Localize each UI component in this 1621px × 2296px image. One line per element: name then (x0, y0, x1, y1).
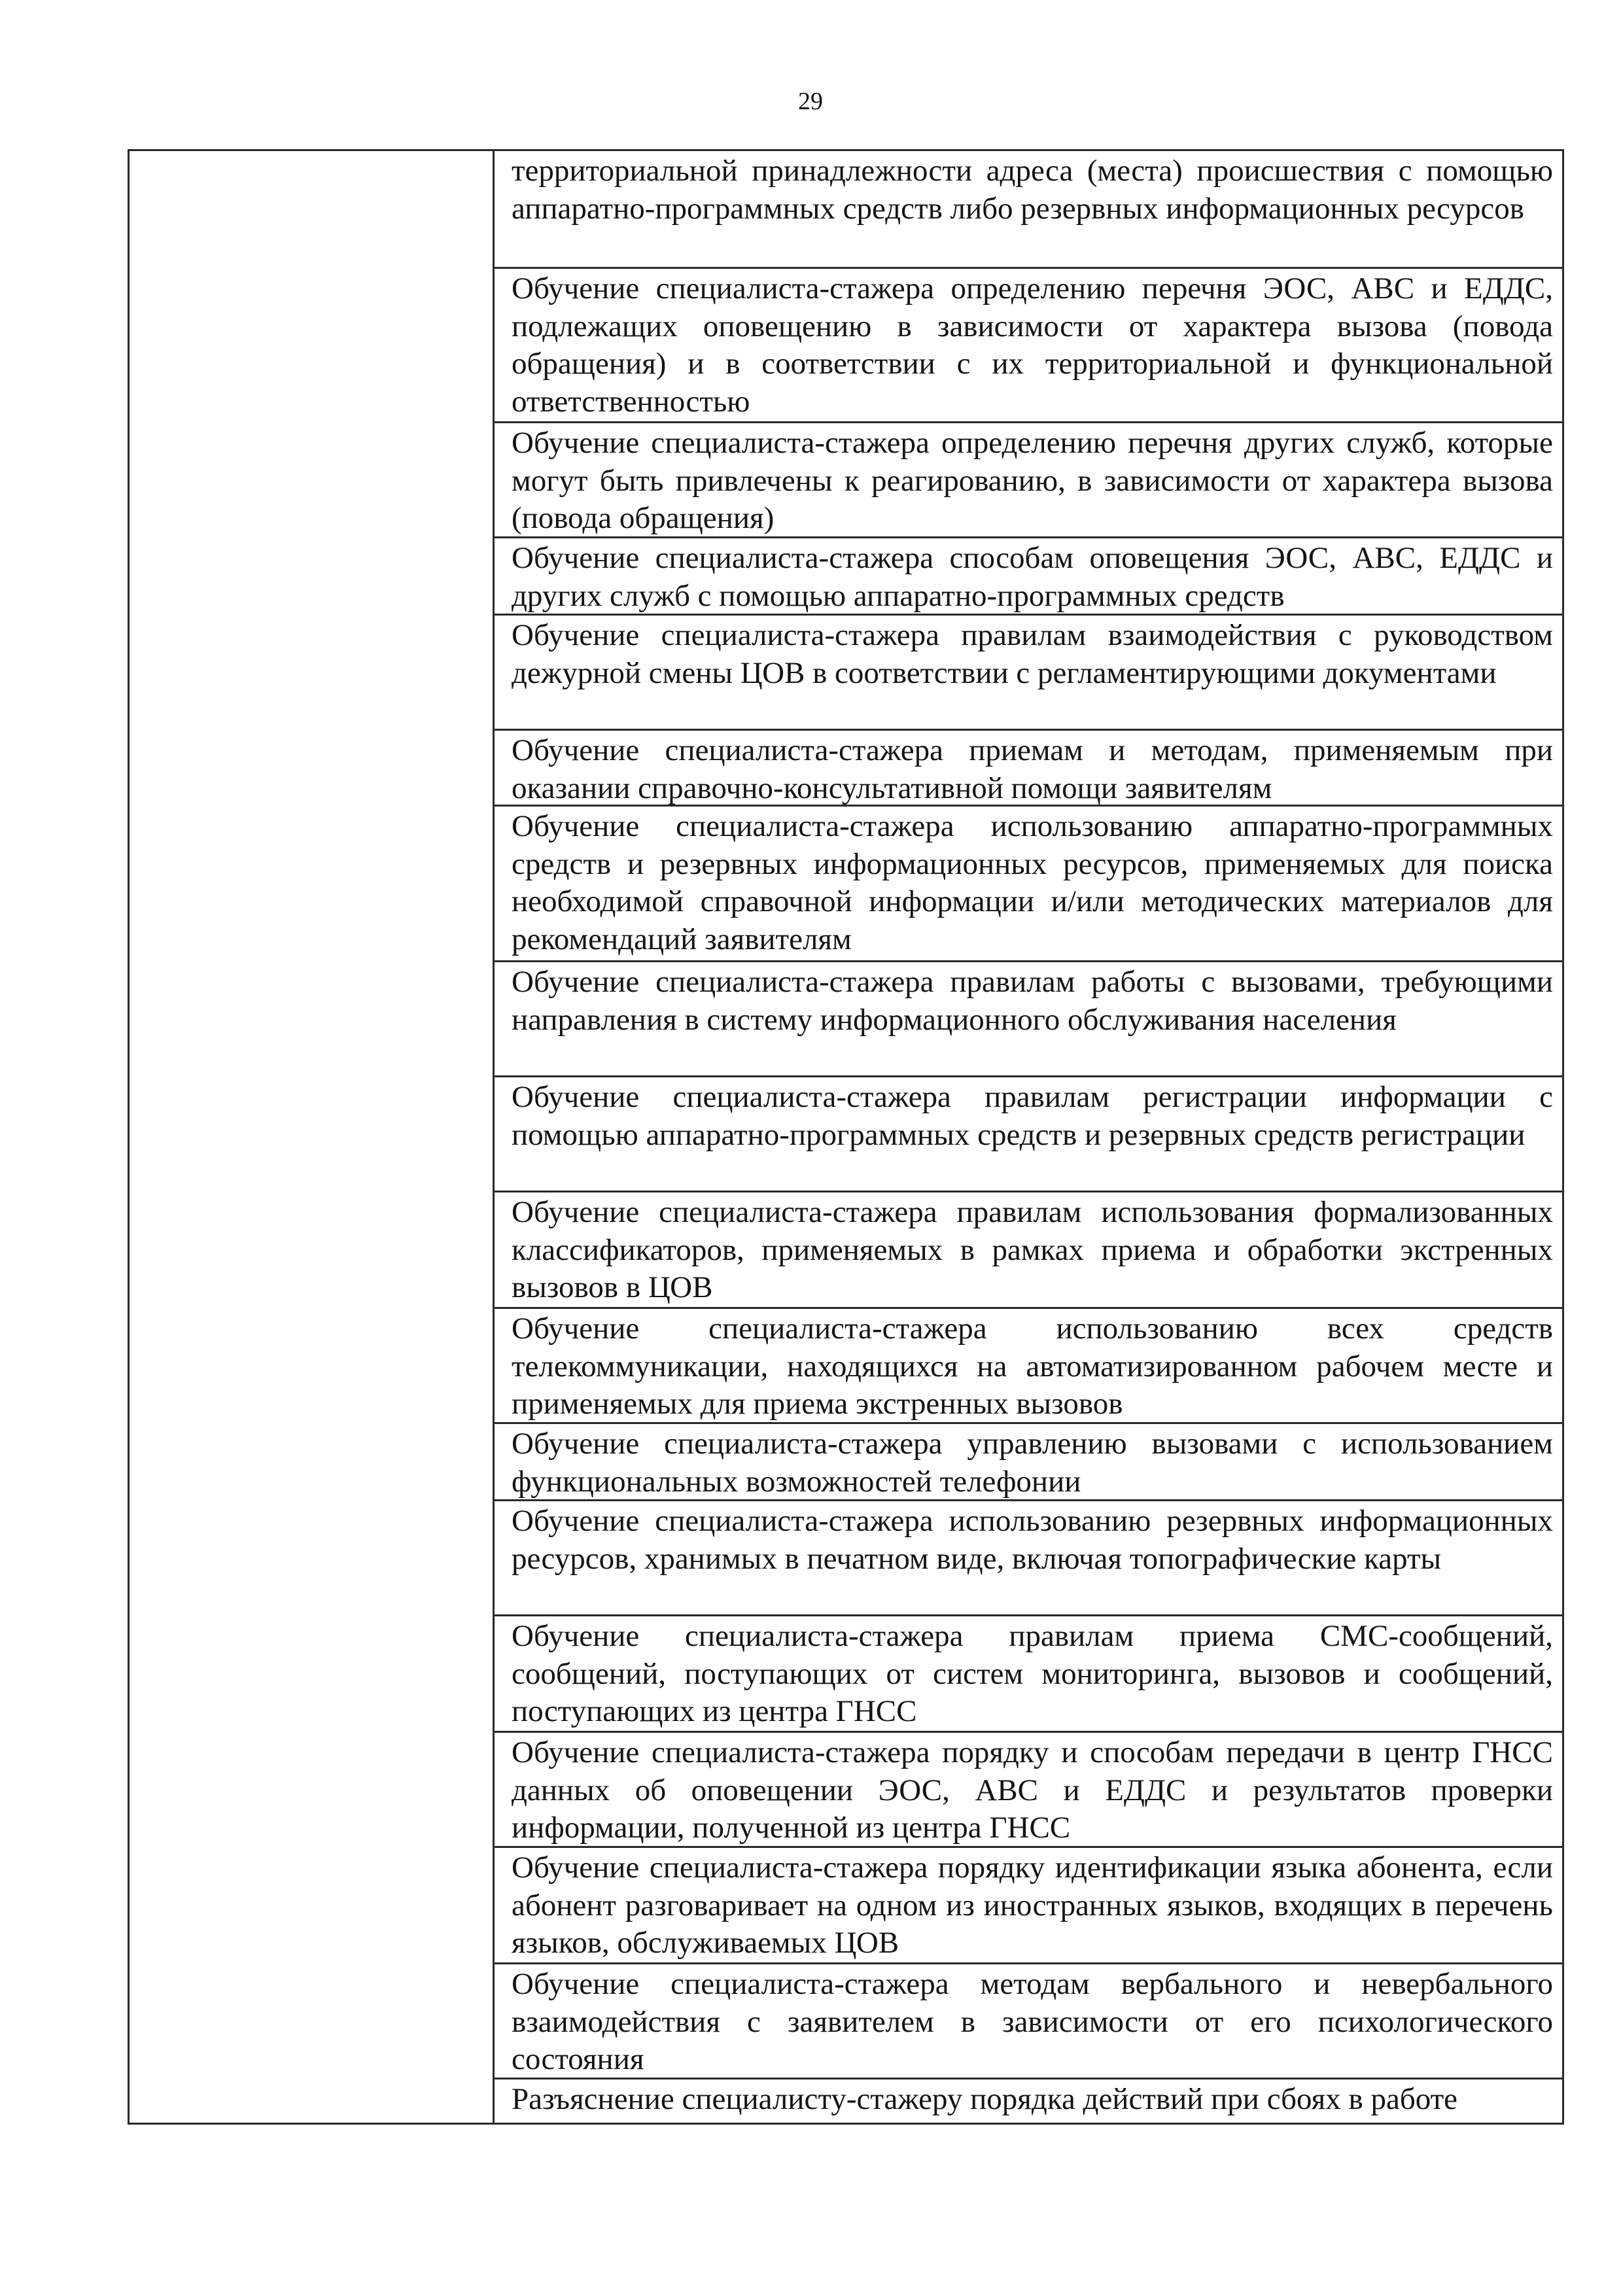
table-row (495, 1848, 1562, 1964)
table-row (495, 1424, 1562, 1501)
table-row (495, 1501, 1562, 1616)
row-text: Обучение специалиста-стажера использованию резервных информационных ресурсов, хранимых в печатном виде, включая топографические карты (512, 1504, 1553, 1576)
row-text: Обучение специалиста-стажера использованию аппаратно-программных средств и резервных информационных ресурсов, применяемых для поиска необходимой справочной информации и/или методических материалов для рекомендаций заявителям (512, 809, 1553, 956)
table-row (495, 1309, 1562, 1424)
table-row (495, 1077, 1562, 1192)
training-table (128, 149, 1564, 2125)
table-row (495, 538, 1562, 616)
row-text: Обучение специалиста-стажера порядку и способам передачи в центр ГНСС данных об оповещении ЭОС, АВС и ЕДДС и результатов проверки информации, полученной из центра ГНСС (512, 1735, 1553, 1845)
row-text: Обучение специалиста-стажера способам оповещения ЭОС, АВС, ЕДДС и других служб с помощью аппаратно-программных средств (512, 541, 1553, 613)
row-text: Обучение специалиста-стажера определению перечня других служб, которые могут быть привлечены к реагированию, в зависимости от характера вызова (повода обращения) (512, 426, 1553, 535)
page-number: 29 (798, 88, 823, 115)
row-text: Разъяснение специалисту-стажеру порядка действий при сбоях в работе (512, 2082, 1458, 2116)
row-text: Обучение специалиста-стажера правилам работы с вызовами, требующими направления в систему информационного обслуживания населения (512, 965, 1553, 1037)
row-text: Обучение специалиста-стажера правилам взаимодействия с руководством дежурной смены ЦОВ в соответствии с регламентирующими документами (512, 618, 1553, 690)
row-text: Обучение специалиста-стажера приемам и методам, применяемым при оказании справочно-консультативной помощи заявителям (512, 733, 1553, 805)
row-text: Обучение специалиста-стажера управлению вызовами с использованием функциональных возможностей телефонии (512, 1427, 1553, 1499)
table-row (495, 1616, 1562, 1733)
table-row (495, 962, 1562, 1077)
row-text: территориальной принадлежности адреса (места) происшествия с помощью аппаратно-программных средств либо резервных информационных ресурсов (512, 154, 1553, 226)
table-row (495, 807, 1562, 962)
table-row (495, 151, 1562, 269)
table-row (495, 1192, 1562, 1309)
row-text: Обучение специалиста-стажера использованию всех средств телекоммуникации, находящихся на автоматизированном рабочем месте и применяемых для приема экстренных вызовов (512, 1312, 1553, 1421)
table-row (495, 269, 1562, 423)
table-row (495, 616, 1562, 731)
row-text: Обучение специалиста-стажера порядку идентификации языка абонента, если абонент разговаривает на одном из иностранных языков, входящих в перечень языков, обслуживаемых ЦОВ (512, 1851, 1553, 1960)
table-row (495, 423, 1562, 538)
table-row (495, 2079, 1562, 2129)
table-row (495, 1964, 1562, 2079)
table-row (495, 731, 1562, 807)
row-text: Обучение специалиста-стажера определению перечня ЭОС, АВС и ЕДДС, подлежащих оповещению в зависимости от характера вызова (повода обращения) и в соответствии с их территориальной и функциональной ответственностью (512, 271, 1553, 419)
left-column-empty (130, 151, 495, 2123)
right-column (495, 151, 1562, 2123)
row-text: Обучение специалиста-стажера правилам использования формализованных классификаторов, применяемых в рамках приема и обработки экстренных вызовов в ЦОВ (512, 1195, 1553, 1304)
table-row (495, 1733, 1562, 1848)
row-text: Обучение специалиста-стажера методам вербального и невербального взаимодействия с заявителем в зависимости от его психологического состояния (512, 1967, 1553, 2076)
row-text: Обучение специалиста-стажера правилам регистрации информации с помощью аппаратно-программных средств и резервных средств регистрации (512, 1080, 1553, 1152)
row-text: Обучение специалиста-стажера правилам приема СМС-сообщений, сообщений, поступающих от систем мониторинга, вызовов и сообщений, поступающих из центра ГНСС (512, 1619, 1553, 1728)
